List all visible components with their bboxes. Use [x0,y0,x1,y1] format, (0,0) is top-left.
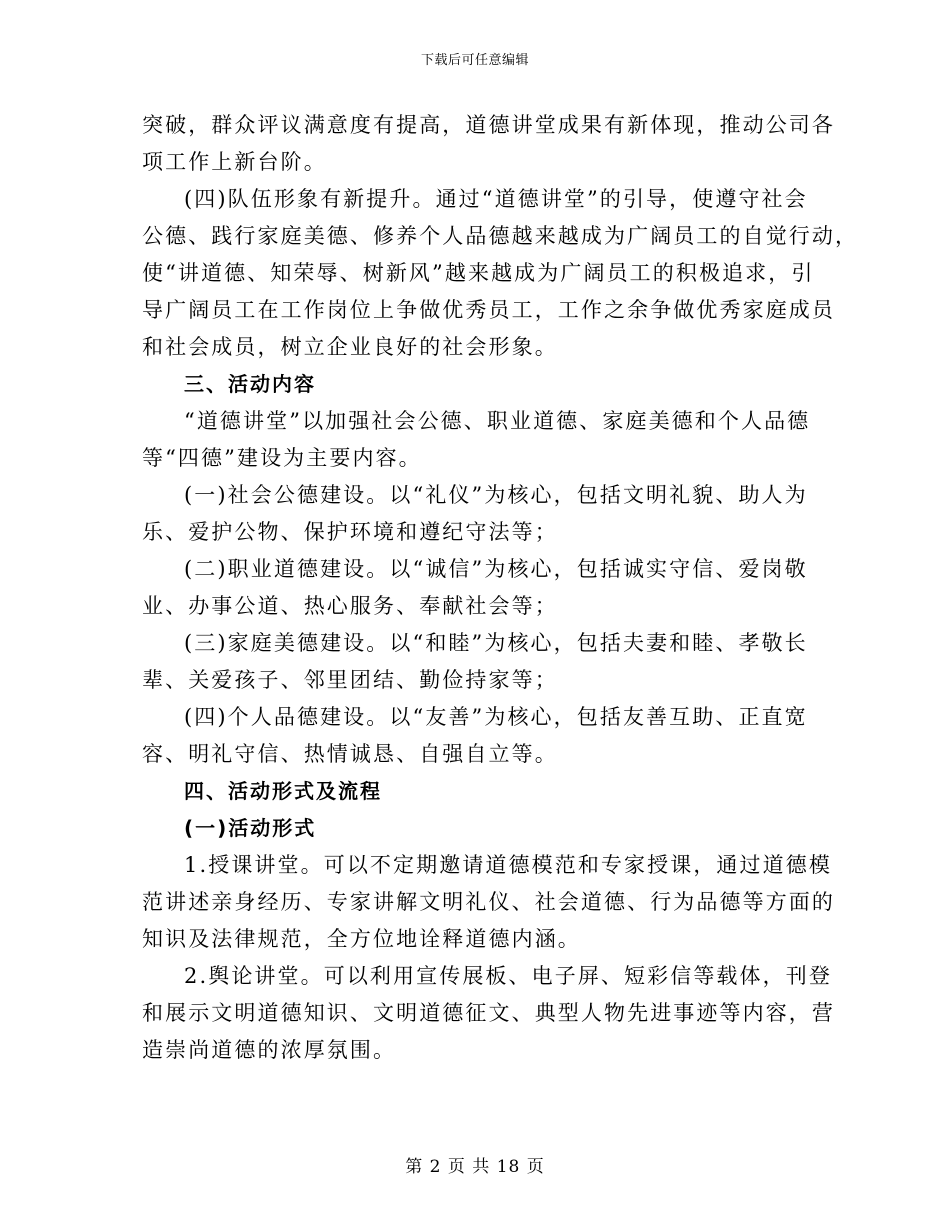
subsection-heading: (一)活动形式 [184,816,317,840]
body-line: 和社会成员，树立企业良好的社会形象。 [142,335,558,359]
body-line: 辈、关爱孩子、邻里团结、勤俭持家等； [142,668,558,692]
body-line: 项工作上新台阶。 [142,150,327,174]
document-body [142,107,859,1069]
body-line: 和展示文明道德知识、文明道德征文、典型人物先进事迹等内容，营 [142,1001,835,1025]
body-line: 范讲述亲身经历、专家讲解文明礼仪、社会道德、行为品德等方面的 [142,890,835,914]
section-heading: 三、活动内容 [184,372,316,396]
body-line: 业、办事公道、热心服务、奉献社会等； [142,594,558,618]
body-line: 乐、爱护公物、保护环境和遵纪守法等； [142,520,558,544]
body-line: 容、明礼守信、热情诚恳、自强自立等。 [142,742,558,766]
body-line: 等“四德”建设为主要内容。 [142,446,422,470]
body-line: “道德讲堂”以加强社会公德、职业道德、家庭美德和个人品德 [184,409,811,433]
body-line: (四)队伍形象有新提升。通过“道德讲堂”的引导，使遵守社会 [184,187,808,211]
body-line: 使“讲道德、知荣辱、树新风”越来越成为广阔员工的积极追求，引 [142,261,815,285]
page-header: 下载后可任意编辑 [420,53,529,68]
body-line: 2.舆论讲堂。可以利用宣传展板、电子屏、短彩信等载体，刊登 [184,964,832,988]
body-line: (一)社会公德建设。以“礼仪”为核心，包括文明礼貌、助人为 [184,483,808,507]
body-line: 1.授课讲堂。可以不定期邀请道德模范和专家授课，通过道德模 [184,853,832,877]
section-heading: 四、活动形式及流程 [184,779,382,803]
body-line: 导广阔员工在工作岗位上争做优秀员工，工作之余争做优秀家庭成员 [142,298,835,322]
body-line: 突破，群众评议满意度有提高，道德讲堂成果有新体现，推动公司各 [142,113,835,137]
body-line: (二)职业道德建设。以“诚信”为核心，包括诚实守信、爱岗敬 [184,557,808,581]
body-line: (四)个人品德建设。以“友善”为核心，包括友善互助、正直宽 [184,705,808,729]
body-line: (三)家庭美德建设。以“和睦”为核心，包括夫妻和睦、孝敬长 [184,631,808,655]
body-line: 造崇尚道德的浓厚氛围。 [142,1038,397,1062]
body-line: 知识及法律规范，全方位地诠释道德内涵。 [142,927,581,951]
body-line: 公德、践行家庭美德、修养个人品德越来越成为广阔员工的自觉行动， [142,224,859,248]
page-footer: 第 2 页 共 18 页 [405,1157,545,1177]
